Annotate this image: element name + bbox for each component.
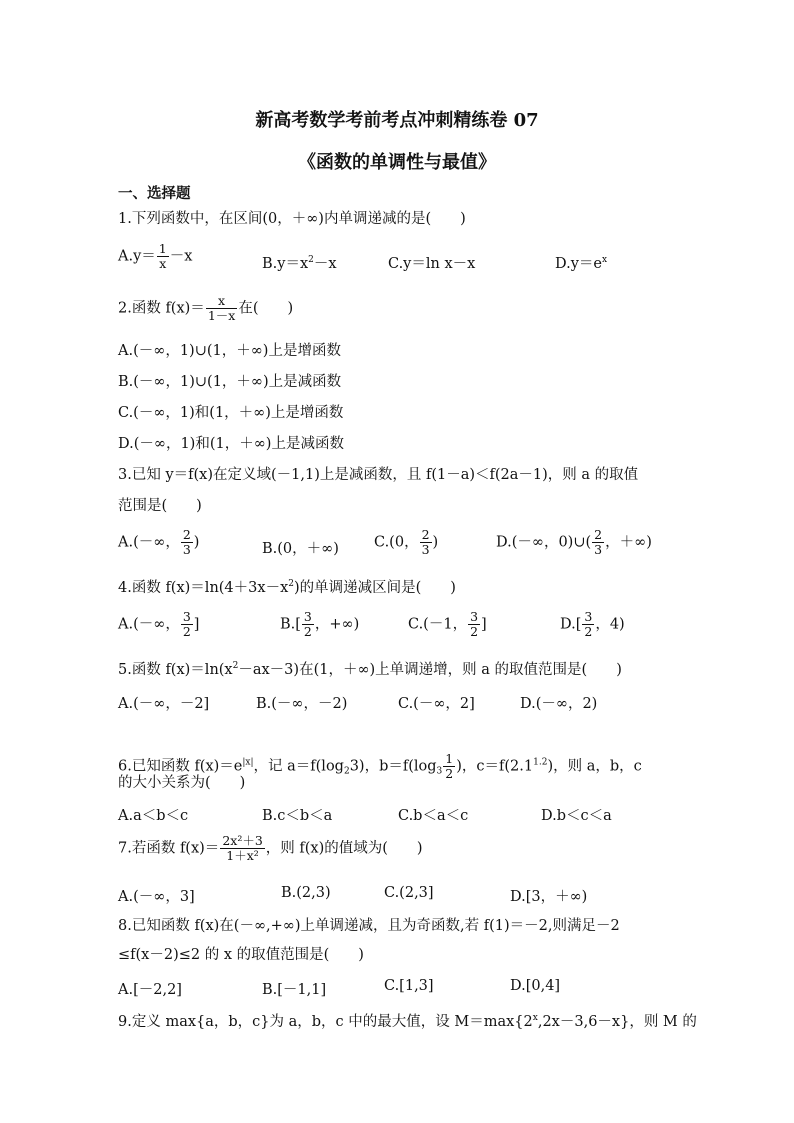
question-6-option-d: D.b＜c＜a bbox=[541, 808, 612, 824]
option-text: C.(0， bbox=[374, 534, 419, 551]
question-8-option-b: B.[－1,1] bbox=[262, 982, 327, 998]
question-5-option-c: C.(－∞，2] bbox=[398, 696, 475, 712]
numerator: 2 bbox=[182, 527, 191, 542]
exponent: 2 bbox=[308, 255, 314, 265]
fraction bbox=[582, 610, 594, 639]
stem-text: 6.已知函数 f(x)＝e bbox=[118, 758, 243, 775]
question-6-option-c: C.b＜a＜c bbox=[398, 808, 469, 824]
question-1-option-a bbox=[118, 242, 192, 271]
stem-text: 5.函数 f(x)＝ln(x bbox=[118, 662, 233, 678]
stem-text: 7.若函数 f(x)＝ bbox=[118, 840, 220, 857]
exponent: 2 bbox=[232, 661, 239, 671]
question-7-option-d: D.[3，＋∞) bbox=[510, 889, 588, 905]
question-4-option-b bbox=[280, 610, 359, 639]
question-2-option-c: C.(－∞，1)和(1，＋∞)上是增函数 bbox=[118, 405, 344, 421]
question-6-option-b: B.c＜b＜a bbox=[262, 808, 333, 824]
option-text: B.y＝x bbox=[262, 256, 309, 272]
numerator: 2x²＋3 bbox=[222, 833, 263, 848]
fraction bbox=[592, 528, 604, 557]
fraction bbox=[157, 242, 169, 271]
question-3-line-2: 范围是( ) bbox=[118, 498, 202, 514]
denominator: 3 bbox=[182, 542, 191, 557]
question-5-option-b: B.(－∞，－2) bbox=[256, 696, 348, 712]
exponent: |x| bbox=[242, 757, 254, 768]
denominator: 2 bbox=[445, 766, 454, 781]
numerator: 2 bbox=[421, 527, 430, 542]
option-text: －x bbox=[313, 256, 337, 272]
option-text: C.(－1， bbox=[408, 616, 468, 633]
numerator: 3 bbox=[584, 609, 593, 624]
fraction bbox=[443, 752, 455, 781]
question-3-option-a bbox=[118, 528, 199, 557]
option-text: ，4) bbox=[595, 616, 625, 633]
denominator: 1－x bbox=[207, 308, 236, 323]
option-text: A.(－∞， bbox=[118, 616, 180, 633]
question-8-option-c: C.[1,3] bbox=[384, 978, 434, 994]
question-2-stem bbox=[118, 294, 293, 323]
question-3-option-c bbox=[374, 528, 438, 557]
denominator: 2 bbox=[584, 624, 593, 639]
stem-text: )的单调递减区间是( ) bbox=[293, 580, 456, 596]
question-2-option-b: B.(－∞，1)∪(1，＋∞)上是减函数 bbox=[118, 374, 342, 390]
question-8-option-a: A.[－2,2] bbox=[118, 982, 182, 998]
question-2-option-d: D.(－∞，1)和(1，＋∞)上是减函数 bbox=[118, 436, 344, 452]
denominator: 2 bbox=[470, 624, 479, 639]
question-4-option-a bbox=[118, 610, 199, 639]
denominator: x bbox=[157, 256, 169, 271]
numerator: 3 bbox=[303, 609, 312, 624]
option-text: －x bbox=[169, 248, 193, 265]
option-text: A.(－∞， bbox=[118, 534, 180, 551]
denominator: 3 bbox=[594, 542, 603, 557]
stem-text: －ax－3)在(1，＋∞)上单调递增，则 a 的取值范围是( ) bbox=[238, 662, 622, 678]
question-3-option-d bbox=[496, 528, 652, 557]
question-7-option-b: B.(2,3) bbox=[281, 885, 331, 901]
option-text: ，＋∞) bbox=[605, 534, 652, 551]
question-8-line-2: ≤f(x－2)≤2 的 x 的取值范围是( ) bbox=[118, 947, 364, 963]
option-text: ] bbox=[481, 616, 487, 633]
question-3-option-b: B.(0，＋∞) bbox=[262, 541, 339, 557]
denominator: 1＋x² bbox=[220, 848, 264, 863]
option-text: D.[ bbox=[560, 616, 582, 633]
question-4-stem bbox=[118, 578, 456, 598]
stem-text: ，记 a＝f(log bbox=[253, 758, 344, 775]
numerator: x bbox=[218, 293, 226, 308]
question-5-option-d: D.(－∞，2) bbox=[520, 696, 598, 712]
option-text: ) bbox=[193, 534, 200, 551]
question-2-option-a: A.(－∞，1)∪(1，＋∞)上是增函数 bbox=[118, 343, 341, 359]
denominator: 2 bbox=[303, 624, 312, 639]
option-text: D.y＝e bbox=[555, 256, 602, 272]
question-8-option-d: D.[0,4] bbox=[510, 978, 561, 994]
stem-text: ，则 f(x)的值域为( ) bbox=[265, 840, 423, 857]
question-3-line-1: 3.已知 y＝f(x)在定义域(－1,1)上是减函数，且 f(1－a)＜f(2a－1)，则 a 的取值 bbox=[118, 467, 639, 483]
stem-text: 4.函数 f(x)＝ln(4＋3x－x bbox=[118, 580, 289, 596]
numerator: 1 bbox=[158, 241, 167, 256]
exponent: 1.2 bbox=[533, 757, 548, 768]
stem-text: 3)，b＝f(log bbox=[349, 758, 437, 775]
question-5-stem bbox=[118, 660, 622, 680]
fraction bbox=[181, 528, 193, 557]
fraction bbox=[220, 834, 264, 863]
option-text: D.(－∞，0)∪( bbox=[496, 534, 592, 551]
document-subtitle: 《函数的单调性与最值》 bbox=[298, 152, 496, 173]
stem-text: )，c＝f(2.1 bbox=[456, 758, 534, 775]
denominator: 3 bbox=[421, 542, 430, 557]
question-4-option-d bbox=[560, 610, 625, 639]
stem-text: 2.函数 f(x)＝ bbox=[118, 300, 205, 317]
question-6-option-a: A.a＜b＜c bbox=[118, 808, 189, 824]
question-5-option-a: A.(－∞，－2] bbox=[118, 696, 210, 712]
document-title: 新高考数学考前考点冲刺精练卷 07 bbox=[255, 110, 539, 131]
log-base: 3 bbox=[436, 766, 443, 777]
option-text: A.y＝ bbox=[118, 248, 156, 265]
question-1-option-b bbox=[262, 252, 337, 273]
stem-text: ,2x－3,6－x}，则 M 的 bbox=[537, 1014, 697, 1030]
question-1-stem: 1.下列函数中，在区间(0，＋∞)内单调递减的是( ) bbox=[118, 211, 466, 227]
exponent: 2 bbox=[288, 579, 294, 589]
fraction bbox=[468, 610, 480, 639]
stem-text: 9.定义 max{a，b，c}为 a，b，c 中的最大值，设 M＝max{2 bbox=[118, 1014, 533, 1030]
section-heading: 一、选择题 bbox=[118, 185, 191, 202]
option-text: ，+∞) bbox=[314, 616, 360, 633]
numerator: 1 bbox=[445, 751, 454, 766]
fraction bbox=[181, 610, 193, 639]
option-text: B.[ bbox=[280, 616, 301, 633]
stem-text: 在( ) bbox=[238, 300, 294, 317]
question-1-option-c: C.y＝ln x－x bbox=[388, 256, 476, 272]
exponent: x bbox=[602, 255, 608, 265]
question-7-stem bbox=[118, 834, 423, 863]
numerator: 3 bbox=[470, 609, 479, 624]
exponent: x bbox=[532, 1013, 538, 1023]
fraction bbox=[206, 294, 238, 323]
stem-text: )，则 a，b，c bbox=[547, 758, 642, 775]
question-1-option-d bbox=[555, 252, 607, 273]
numerator: 3 bbox=[182, 609, 191, 624]
fraction bbox=[302, 610, 314, 639]
log-base: 2 bbox=[343, 766, 350, 777]
numerator: 2 bbox=[594, 527, 603, 542]
question-7-option-c: C.(2,3] bbox=[384, 885, 434, 901]
question-7-option-a: A.(－∞，3] bbox=[118, 889, 195, 905]
question-6-line-2: 的大小关系为( ) bbox=[118, 775, 246, 791]
question-8-line-1: 8.已知函数 f(x)在(－∞,+∞)上单调递减，且为奇函数,若 f(1)＝－2,则满足－2 bbox=[118, 918, 620, 934]
option-text: ] bbox=[193, 616, 200, 633]
fraction bbox=[420, 528, 432, 557]
question-4-option-c bbox=[408, 610, 487, 639]
option-text: ) bbox=[432, 534, 439, 551]
question-9-line-1 bbox=[118, 1012, 697, 1032]
denominator: 2 bbox=[182, 624, 191, 639]
